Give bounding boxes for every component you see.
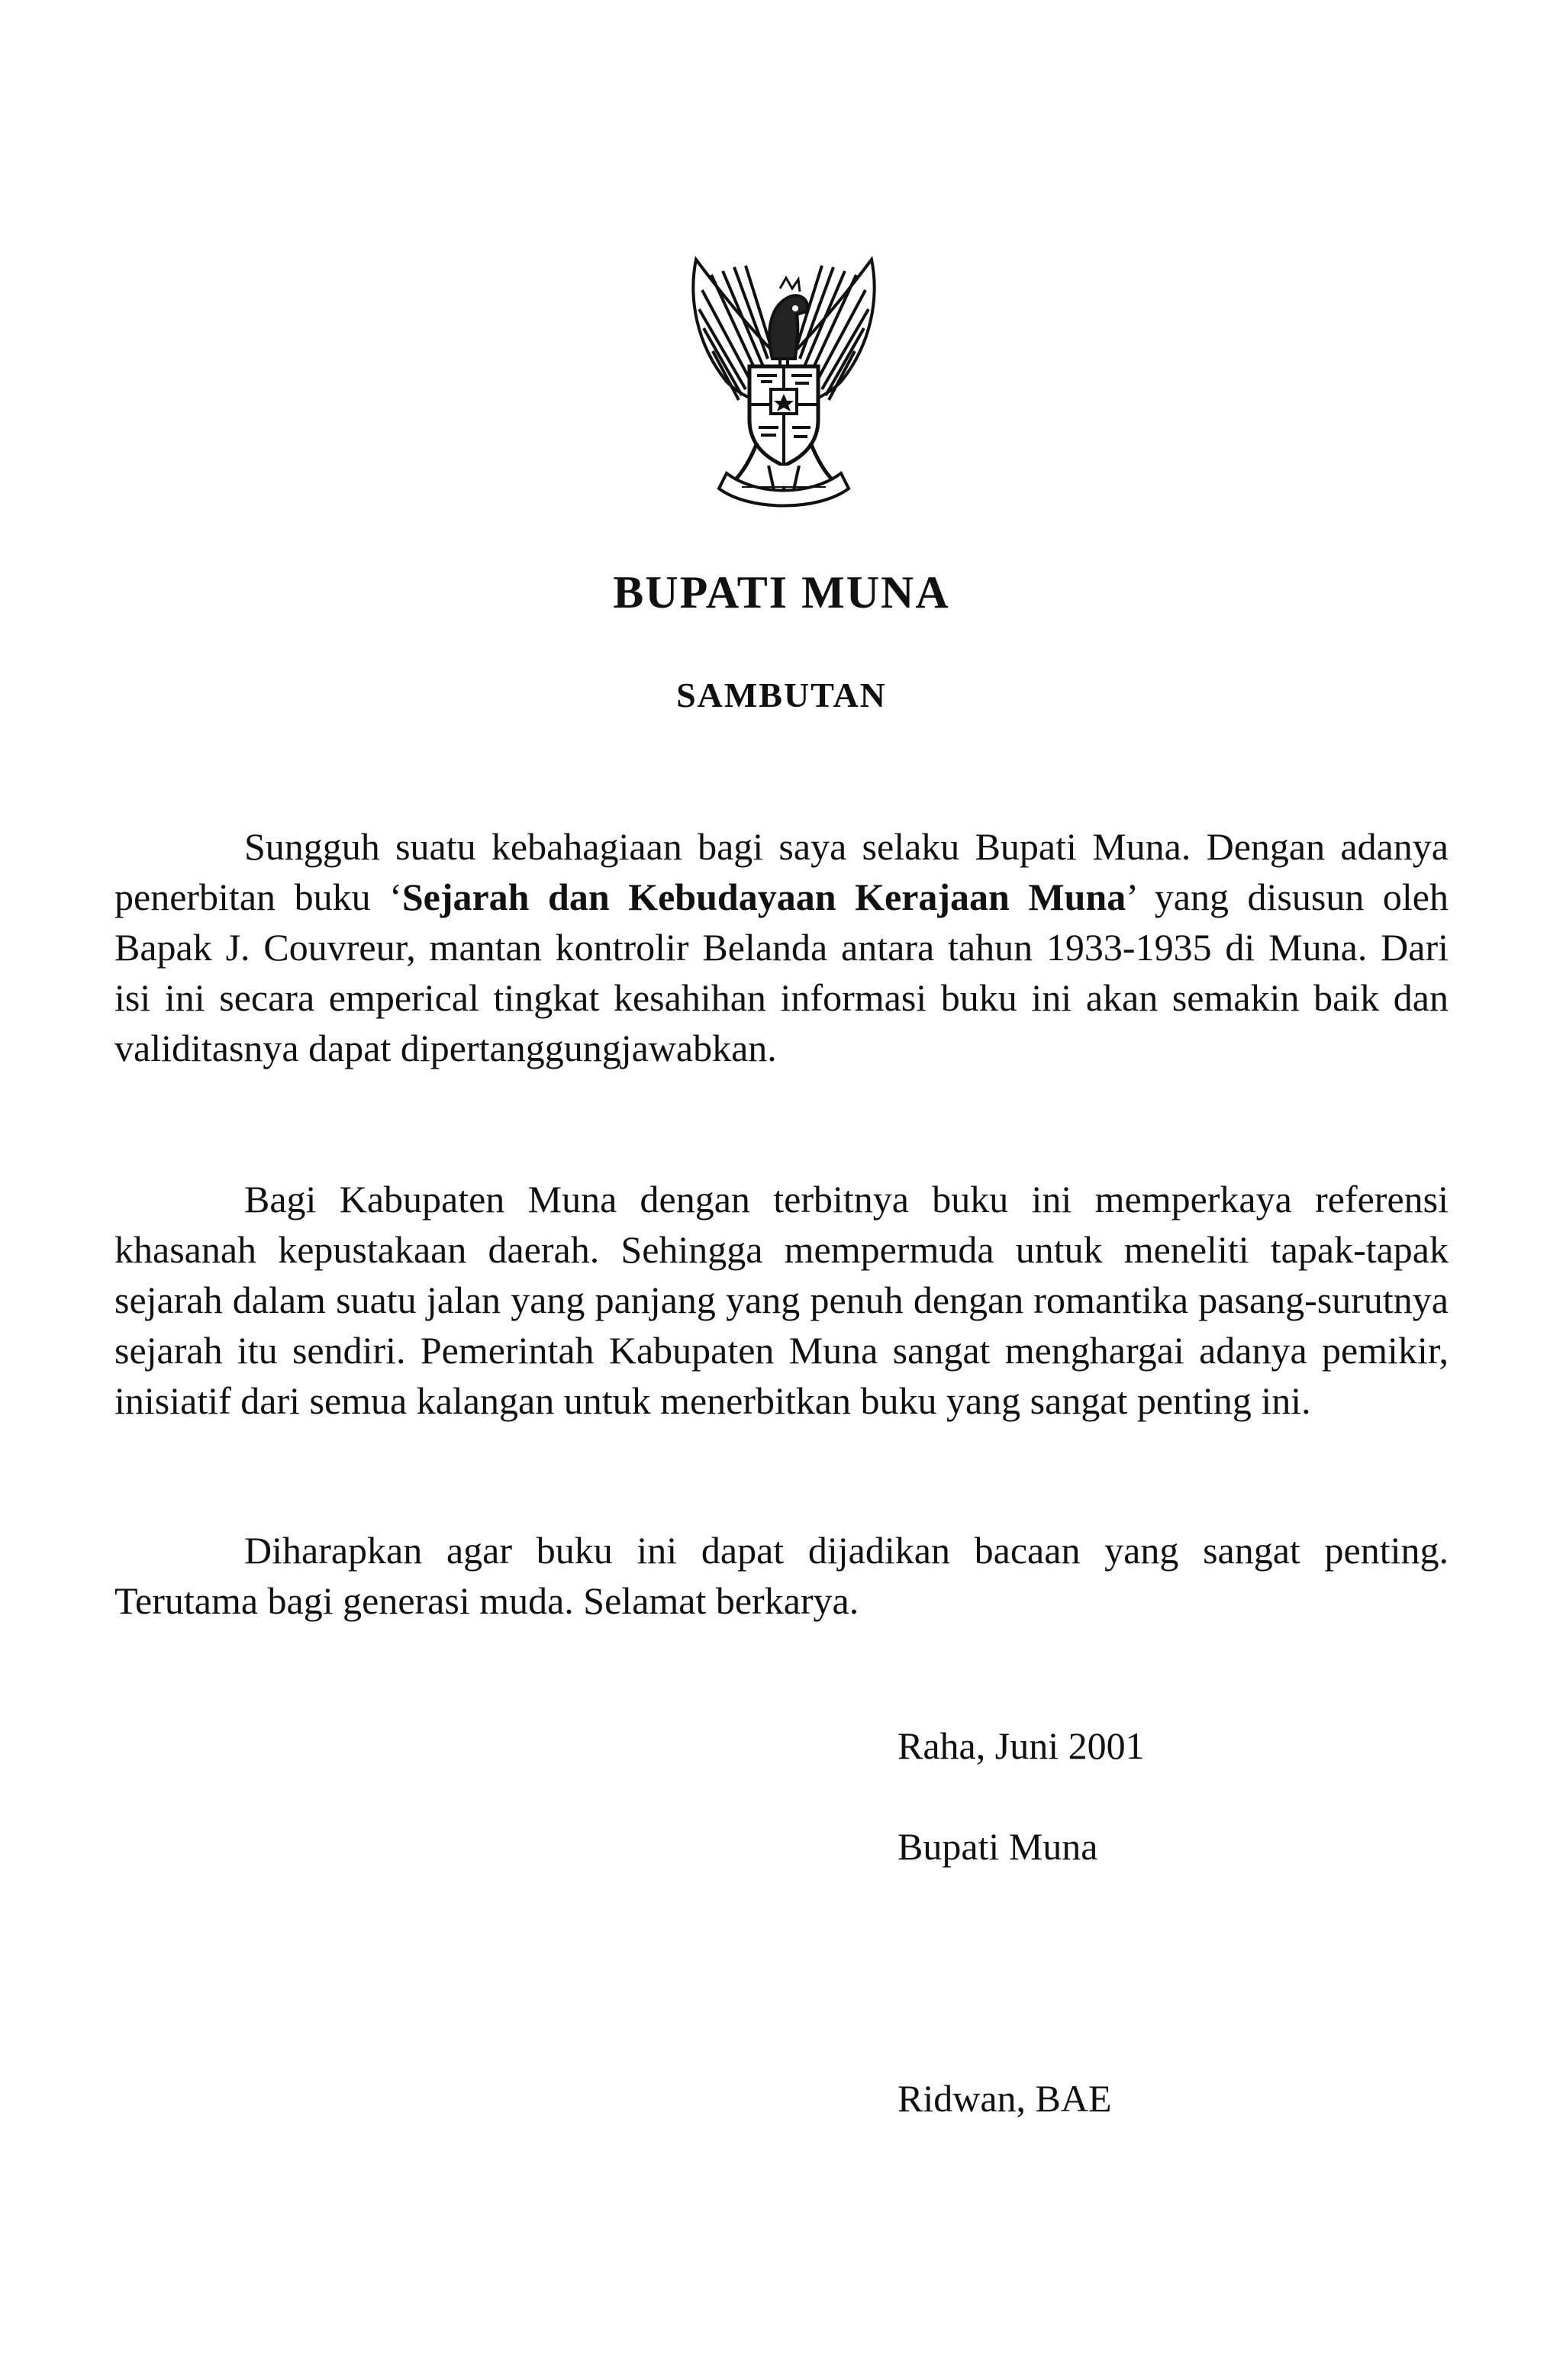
paragraph-2-text: Bagi Kabupaten Muna dengan terbitnya buku ini memperkaya referensi khasanah kepustakaan daerah. Sehingga mempermuda untuk meneliti tapak-tapak sejarah dalam suatu jalan yang panjang yang penuh dengan romantika pasang-surutnya sejarah itu sendiri. Pemerintah Kabupaten Muna sangat menghargai adanya pemikir, inisiatif dari semua kalangan untuk menerbitkan buku yang sangat penting ini. xyxy=(114,1178,1449,1422)
book-title: Sejarah dan Kebudayaan Kerajaan Muna xyxy=(401,876,1126,918)
page-subtitle: SAMBUTAN xyxy=(676,676,887,714)
paragraph-3 xyxy=(114,1525,1449,1626)
paragraph-1-rest: ’ yang disusun oleh Bapak J. Couvreur, mantan kontrolir Belanda antara tahun 1933-1935 di Muna. Dari isi ini secara emperical tingkat kesahihan informasi buku ini akan semakin baik dan validitasnya dapat dipertanggungjawabkan. xyxy=(114,876,1449,1069)
paragraph-3-text: Diharapkan agar buku ini dapat dijadikan bacaan yang sangat penting. Terutama bagi generasi muda. Selamat berkarya. xyxy=(114,1529,1449,1622)
signature-place-date: Raha, Juni 2001 xyxy=(898,1724,1145,1767)
garuda-pancasila-emblem-icon xyxy=(665,244,902,519)
page-title: BUPATI MUNA xyxy=(613,567,950,618)
paragraph-1 xyxy=(114,821,1449,1073)
paragraph-1-intro: Sungguh suatu kebahagiaan bagi saya selaku Bupati Muna. Dengan adanya penerbitan buku ‘ xyxy=(114,825,1449,918)
signature-position: Bupati Muna xyxy=(898,1825,1098,1868)
paragraph-2 xyxy=(114,1174,1449,1426)
signature-name: Ridwan, BAE xyxy=(898,2077,1112,2120)
